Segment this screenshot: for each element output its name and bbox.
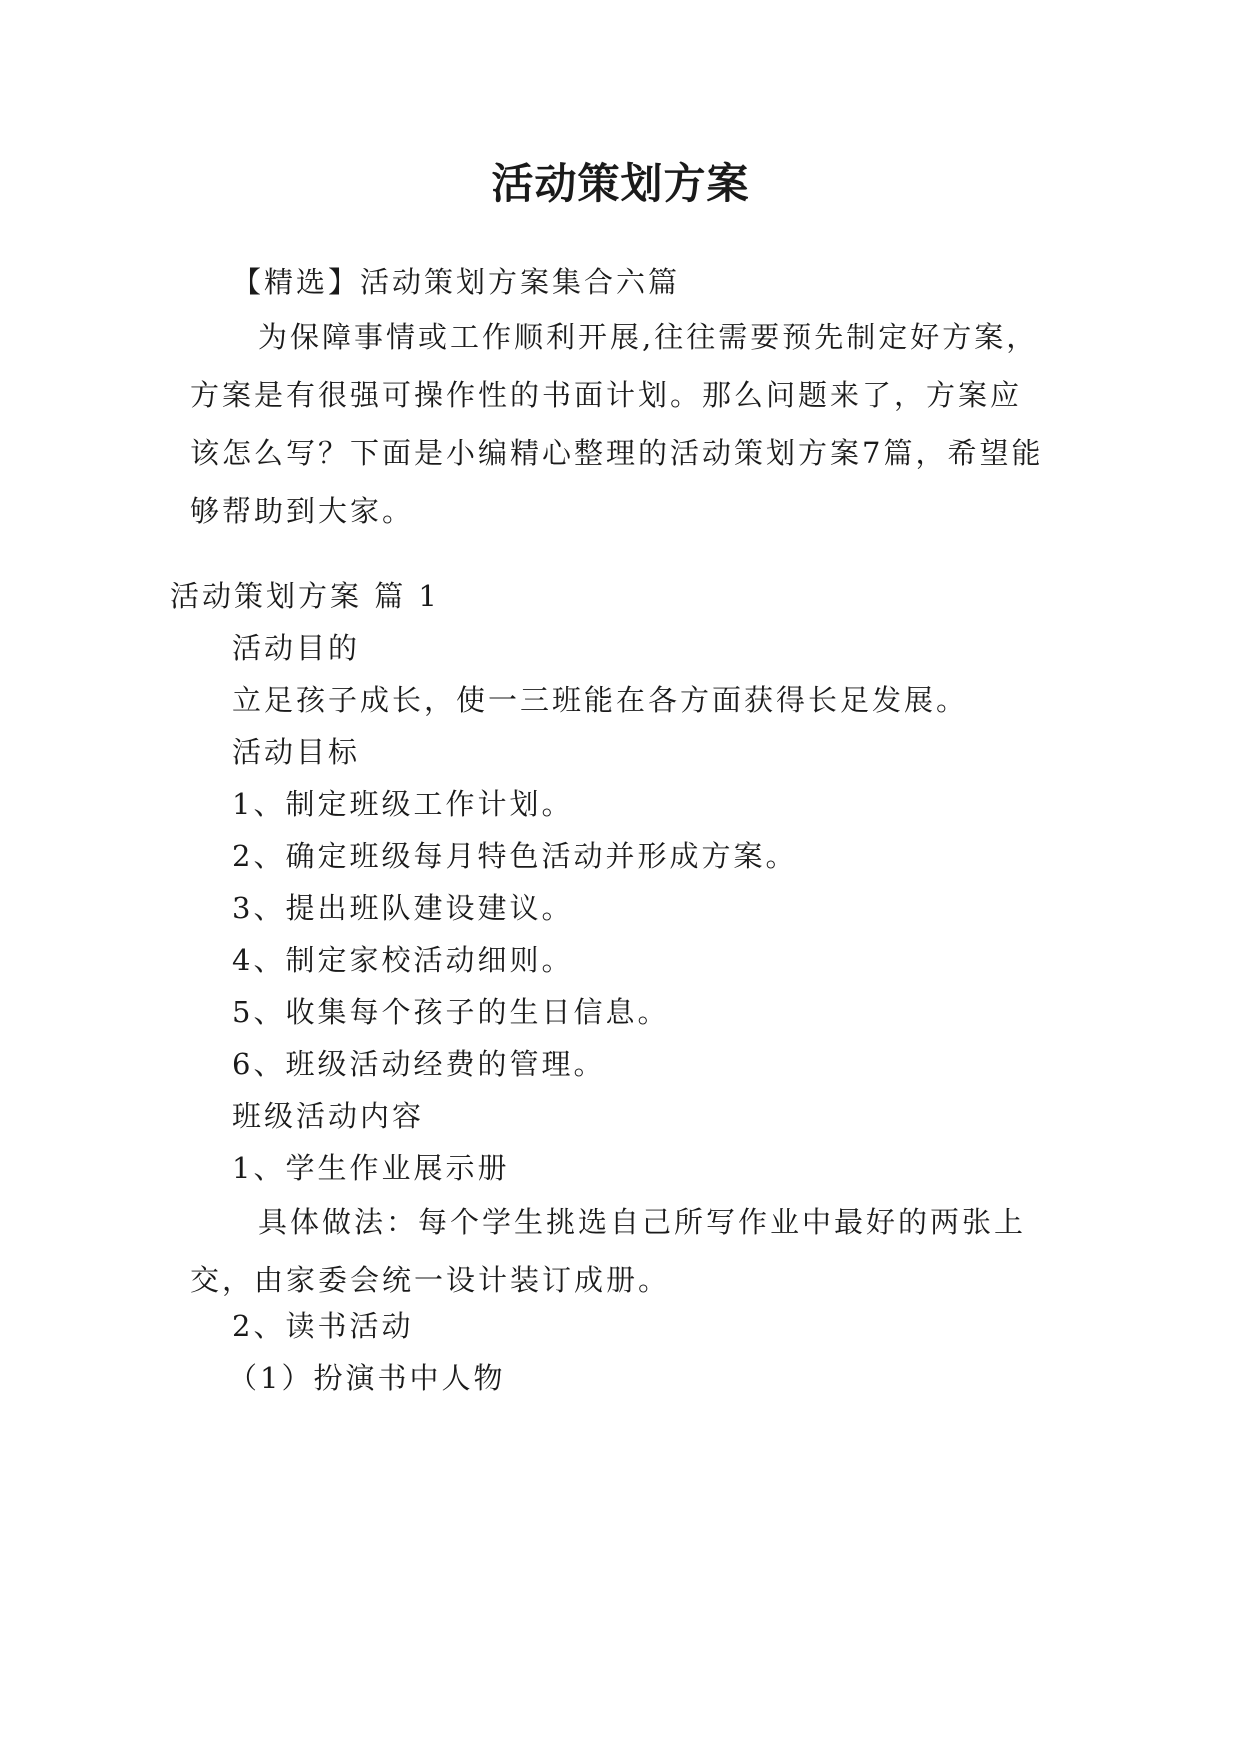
purpose-text: 立足孩子成长，使一三班能在各方面获得长足发展。 (232, 683, 969, 717)
document-title: 活动策划方案 (491, 159, 750, 208)
goal-item: 2、确定班级每月特色活动并形成方案。 (232, 839, 798, 873)
goal-item: 6、班级活动经费的管理。 (232, 1047, 606, 1081)
intro-paragraph: 为保障事情或工作顺利开展,往往需要预先制定好方案，方案是有很强可操作性的书面计划。那么问题来了，方案应该怎么写？下面是小编精心整理的活动策划方案7篇，希望能够帮助到大家。 (190, 320, 1044, 528)
goal-item: 4、制定家校活动细则。 (232, 943, 574, 977)
goal-item: 3、提出班队建设建议。 (232, 891, 574, 925)
content-item-1-detail: 具体做法：每个学生挑选自己所写作业中最好的两张上交，由家委会统一设计装订成册。 (190, 1205, 1027, 1297)
content-item-2-sub1: （1）扮演书中人物 (228, 1361, 506, 1395)
content-heading: 班级活动内容 (232, 1099, 425, 1133)
content-item-2: 2、读书活动 (232, 1309, 414, 1343)
content-item-1: 1、学生作业展示册 (232, 1151, 510, 1185)
document-subtitle: 【精选】活动策划方案集合六篇 (232, 265, 681, 299)
purpose-heading: 活动目的 (232, 631, 361, 665)
goal-item: 5、收集每个孩子的生日信息。 (232, 995, 670, 1029)
section-heading: 活动策划方案 篇 1 (170, 579, 440, 613)
goal-item: 1、制定班级工作计划。 (232, 787, 574, 821)
goals-heading: 活动目标 (232, 735, 361, 769)
